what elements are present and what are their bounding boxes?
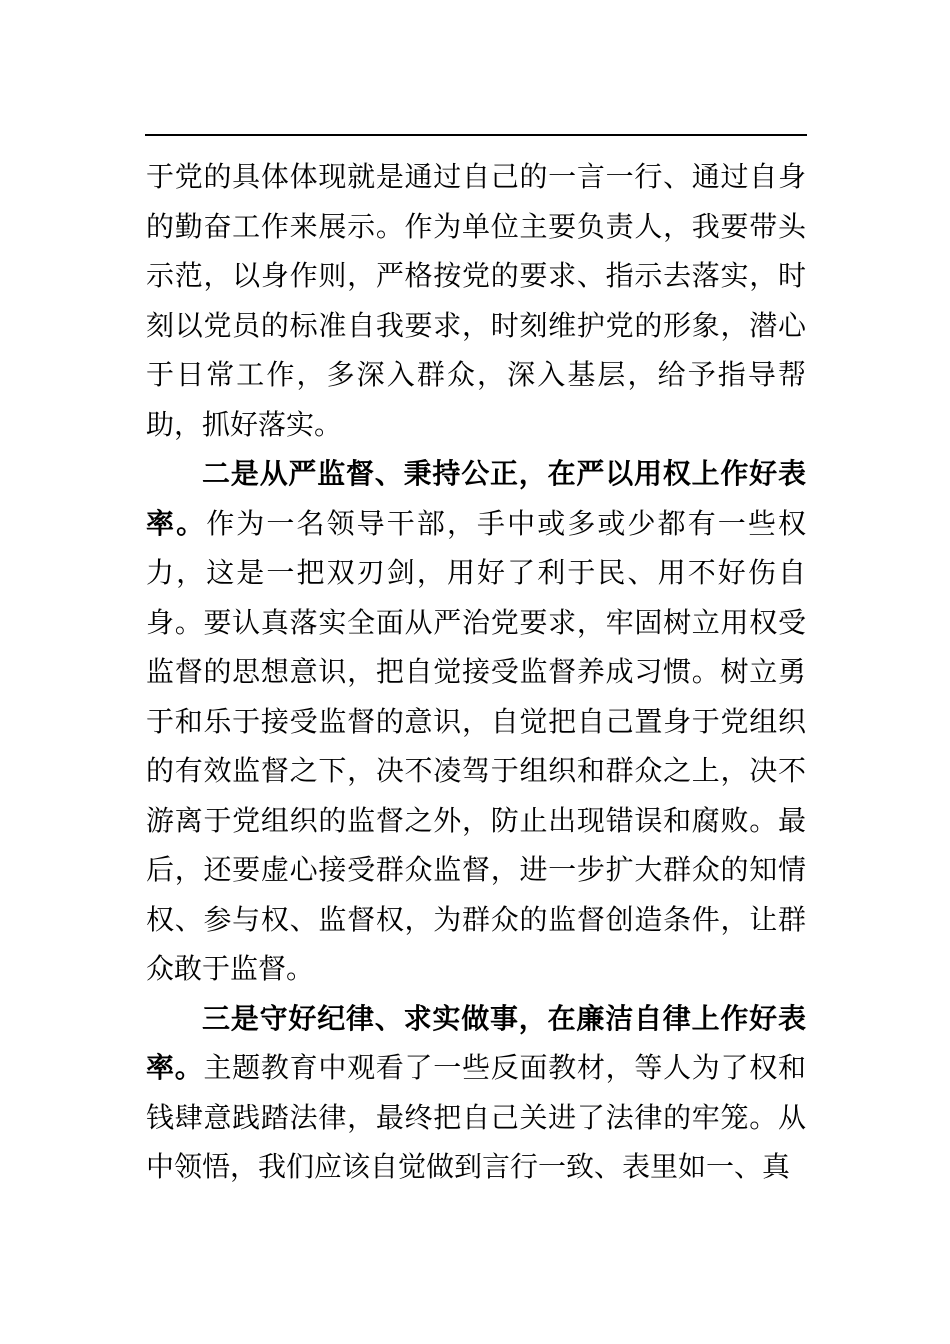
paragraph-1-text: 于党的具体体现就是通过自己的一言一行、通过自身的勤奋工作来展示。作为单位主要负责人，我要带头示范，以身作则，严格按党的要求、指示去落实，时刻以党员的标准自我要求，时刻维护党的形象，潜心于日常工作，多深入群众，深入基层，给予指导帮助，抓好落实。 (146, 160, 806, 441)
paragraph-3-text: 主题教育中观看了一些反面教材，等人为了权和钱肆意践踏法律，最终把自己关进了法律的牢笼。从中领悟，我们应该自觉做到言行一致、表里如一、真 (146, 1051, 806, 1183)
paragraph-3 (146, 994, 806, 1192)
paragraph-1 (146, 152, 806, 449)
body-text (146, 152, 806, 1192)
paragraph-2-text: 作为一名领导干部，手中或多或少都有一些权力，这是一把双刃剑，用好了利于民、用不好伤自身。要认真落实全面从严治党要求，牢固树立用权受监督的思想意识，把自觉接受监督养成习惯。树立勇于和乐于接受监督的意识，自觉把自己置身于党组织的有效监督之下，决不凌驾于组织和群众之上，决不游离于党组织的监督之外，防止出现错误和腐败。最后，还要虚心接受群众监督，进一步扩大群众的知情权、参与权、监督权，为群众的监督创造条件，让群众敢于监督。 (146, 506, 806, 985)
header-rule (145, 134, 807, 136)
paragraph-2 (146, 449, 806, 994)
paragraph-3-lead: 三是守好纪律、求实做事，在廉洁自律上作好表率。 (146, 1001, 806, 1084)
paragraph-2-lead: 二是从严监督、秉持公正，在严以用权上作好表率。 (146, 457, 806, 540)
